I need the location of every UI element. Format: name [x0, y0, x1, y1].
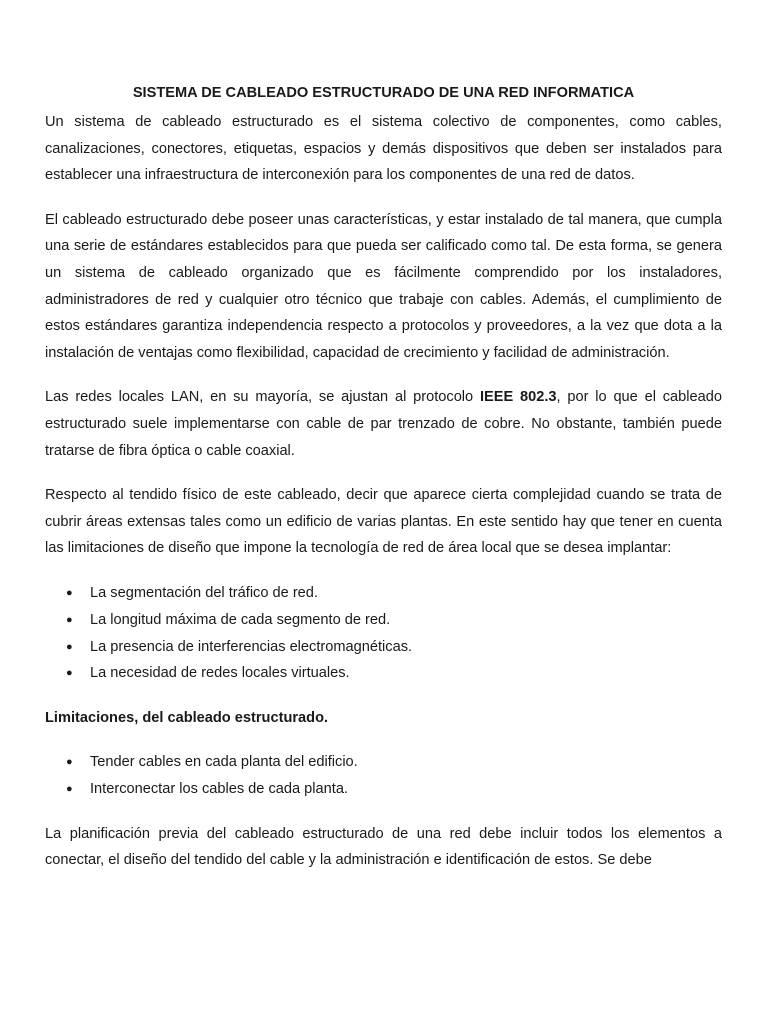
list-item-text: Interconectar los cables de cada planta. — [90, 780, 348, 797]
paragraph-lan-protocol-text-end: , por lo que el cableado estructurado suele implementarse con cable de par trenzado de cobre. No obstante, también puede tratarse de fibra óptica o cable coaxial. — [45, 389, 722, 459]
list-item-text: La presencia de interferencias electromagnéticas. — [90, 638, 413, 655]
list-item — [45, 776, 722, 803]
paragraph-lan-protocol — [45, 384, 722, 464]
bullet-icon: ● — [66, 640, 73, 653]
paragraph-planning: La planificación previa del cableado estructurado de una red debe incluir todos los elementos a conectar, el diseño del tendido del cable y la administración e identificación de estos. Se debe — [45, 825, 722, 869]
list-item — [45, 634, 722, 661]
bullet-icon: ● — [66, 613, 73, 626]
bullet-icon: ● — [66, 586, 73, 599]
bullet-icon: ● — [66, 667, 73, 680]
bullet-icon: ● — [66, 782, 73, 795]
cabling-tasks-list — [45, 749, 722, 803]
document-title: SISTEMA DE CABLEADO ESTRUCTURADO DE UNA RED INFORMATICA — [132, 85, 635, 101]
list-item-text: La segmentación del tráfico de red. — [90, 584, 318, 601]
paragraph-lan-protocol-text-start: Las redes locales LAN, en su mayoría, se ajustan al protocolo — [45, 389, 480, 406]
list-item-text: La longitud máxima de cada segmento de red. — [90, 611, 391, 628]
list-item — [45, 607, 722, 634]
bullet-icon: ● — [66, 756, 73, 769]
protocol-name: IEEE 802.3 — [479, 389, 557, 406]
list-item-text: Tender cables en cada planta del edificio. — [90, 754, 358, 771]
list-item — [45, 749, 722, 776]
list-item-text: La necesidad de redes locales virtuales. — [90, 665, 350, 682]
paragraph-characteristics: El cableado estructurado debe poseer unas características, y estar instalado de tal manera, que cumpla una serie de estándares establecidos para que pueda ser calificado como tal. De esta forma, se genera un sistema de cableado organizado que es fácilmente comprendido por los instaladores, administradores de red y cualquier otro técnico que trabaje con cables. Además, el cumplimiento de estos estándares garantiza independencia respecto a protocolos y proveedores, a la vez que dota a la instalación de ventajas como flexibilidad, capacidad de crecimiento y facilidad de administración. — [45, 211, 722, 361]
paragraph-physical-layout: Respecto al tendido físico de este cableado, decir que aparece cierta complejidad cuando se trata de cubrir áreas extensas tales como un edificio de varias plantas. En este sentido hay que tener en cuenta las limitaciones de diseño que impone la tecnología de red de área local que se desea implantar: — [45, 487, 722, 557]
paragraph-definition: Un sistema de cableado estructurado es el sistema colectivo de componentes, como cables, canalizaciones, conectores, etiquetas, espacios y demás dispositivos que deben ser instalados para establecer una infraestructura de interconexión para los componentes de una red de datos. — [45, 114, 722, 184]
section-heading-limitations: Limitaciones, del cableado estructurado. — [45, 710, 329, 727]
list-item — [45, 580, 722, 607]
design-limitations-list — [45, 580, 722, 687]
list-item — [45, 660, 722, 687]
